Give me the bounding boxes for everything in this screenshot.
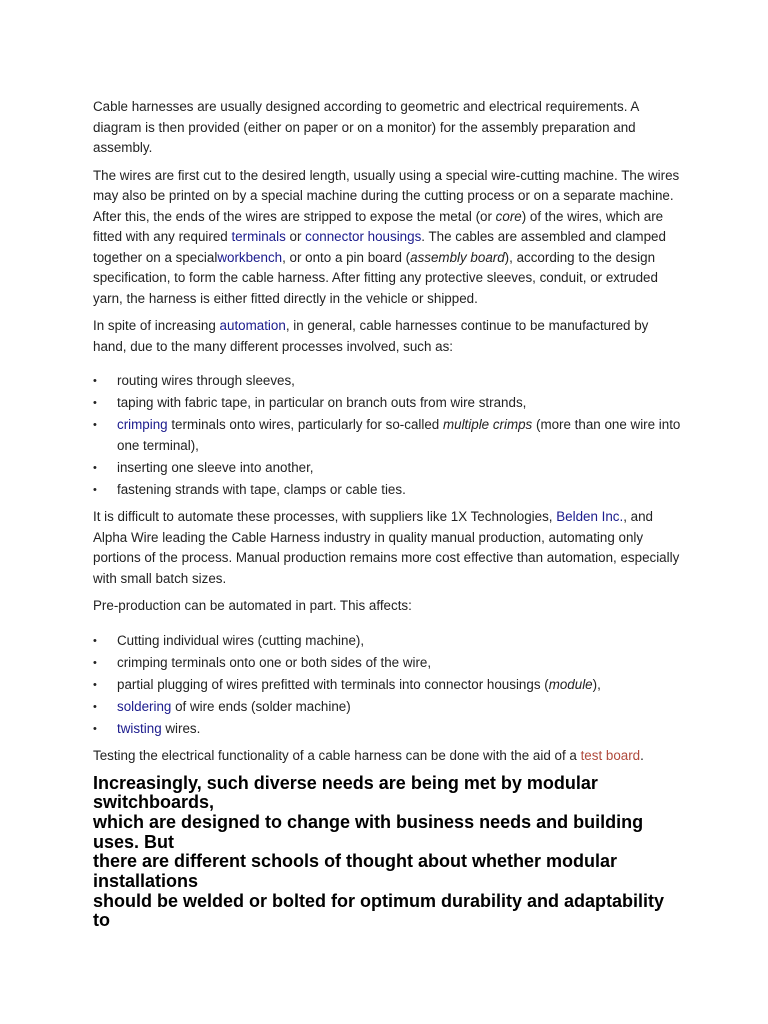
bullet-icon: •: [93, 483, 97, 496]
bullet-icon: •: [93, 461, 97, 474]
soldering-link[interactable]: soldering: [117, 698, 172, 714]
bullet-icon: •: [93, 700, 97, 713]
bullet-icon: •: [93, 634, 97, 647]
preproduction-list: [93, 631, 683, 740]
paragraph-testing: [93, 746, 683, 767]
paragraph-wire-processing: [93, 166, 683, 310]
bullet-icon: •: [93, 375, 97, 387]
list-item-text: routing wires through sleeves,: [117, 373, 295, 388]
bullet-icon: •: [93, 419, 97, 431]
list-item-text: Cutting individual wires (cutting machine),: [117, 632, 365, 648]
manual-process-list: [93, 371, 683, 500]
list-item-text: wires.: [161, 720, 201, 736]
list-item: [93, 480, 683, 501]
headline-line-3: there are different schools of thought about whether modular installations: [93, 851, 618, 892]
text-span: In spite of increasing: [93, 318, 220, 333]
list-item-text: fastening strands with tape, clamps or cable ties.: [117, 481, 406, 497]
list-item-text: inserting one sleeve into another,: [117, 459, 314, 475]
bullet-icon: •: [93, 397, 97, 409]
list-item: [93, 631, 683, 652]
text-span: . The cables are assembled and clamped together on a special: [93, 229, 666, 265]
text-span: It is difficult to automate these processes, with suppliers like 1X Technologies,: [93, 509, 557, 524]
automation-link[interactable]: automation: [219, 318, 286, 333]
text-span: , in general, cable harnesses continue to be manufactured by hand, due to the many different processes involved, such as:: [93, 318, 649, 354]
crimping-link[interactable]: crimping: [117, 417, 168, 432]
headline-block: [93, 774, 683, 932]
text-span: , or onto a pin board (: [282, 249, 411, 265]
list-item-text: ),: [592, 676, 601, 692]
text-span: ) of the wires, which are fitted with any required: [93, 208, 664, 244]
paragraph-manual-manufacture: [93, 316, 683, 357]
bullet-icon: •: [93, 656, 97, 669]
text-span: , and Alpha Wire leading the Cable Harness industry in quality manual production, automating only portions of the process. Manual production remains more cost effective than automation, especially with small batch sizes.: [93, 509, 680, 586]
list-item: [93, 371, 683, 392]
belden-link[interactable]: Belden Inc.: [556, 509, 624, 524]
text-span: .: [640, 748, 644, 763]
list-item-text: of wire ends (solder machine): [171, 698, 351, 714]
module-term: module: [548, 676, 593, 692]
twisting-link[interactable]: twisting: [117, 720, 162, 736]
list-item: [93, 458, 683, 479]
workbench-link[interactable]: workbench: [217, 249, 283, 265]
multiple-crimps-term: multiple crimps: [442, 417, 533, 432]
list-item: [93, 697, 683, 718]
paragraph-preproduction: Pre-production can be automated in part. This affects:: [93, 598, 412, 613]
paragraph-automation-difficulty: [93, 507, 683, 589]
headline-line-4: should be welded or bolted for optimum durability and adaptability to: [93, 890, 665, 931]
list-item: [93, 675, 683, 696]
text-span: ), according to the design specification, to form the cable harness. After fitting any protective sleeves, conduit, or extruded yarn, the harness is either fitted directly in the vehicle or shipped.: [93, 249, 658, 306]
core-term: core: [495, 208, 522, 224]
bullet-icon: •: [93, 722, 97, 735]
list-item: [93, 653, 683, 674]
text-span: The wires are first cut to the desired length, usually using a special wire-cutting machine. The wires may also be printed on by a special machine during the cutting process or on a separate machine. After this, the ends of the wires are stripped to expose the metal (or: [93, 167, 680, 224]
text-span: or: [285, 229, 306, 244]
text-span: Testing the electrical functionality of a cable harness can be done with the aid of a: [93, 748, 581, 763]
list-item: [93, 393, 683, 414]
list-item-text: terminals onto wires, particularly for so-called: [167, 417, 443, 432]
test-board-link[interactable]: test board: [580, 748, 641, 763]
list-item-text: crimping terminals onto one or both sides of the wire,: [117, 654, 432, 670]
list-item: [93, 415, 683, 456]
paragraph-design: Cable harnesses are usually designed according to geometric and electrical requirements. A diagram is then provided (either on paper or on a monitor) for the assembly preparation and assembly.: [93, 99, 639, 155]
list-item-text: partial plugging of wires prefitted with terminals into connector housings (: [117, 676, 549, 692]
list-item-text: taping with fabric tape, in particular on branch outs from wire strands,: [117, 395, 527, 410]
bullet-icon: •: [93, 678, 97, 691]
document-page: [93, 97, 683, 931]
list-item-text: (more than one wire into one terminal),: [117, 417, 681, 453]
headline-line-1: Increasingly, such diverse needs are being met by modular switchboards,: [93, 772, 598, 813]
connector-housings-link[interactable]: connector housings: [305, 229, 422, 244]
headline-line-2: which are designed to change with business needs and building uses. But: [93, 811, 644, 852]
list-item: [93, 719, 683, 740]
assembly-board-term: assembly board: [410, 249, 505, 265]
terminals-link[interactable]: terminals: [231, 229, 286, 244]
